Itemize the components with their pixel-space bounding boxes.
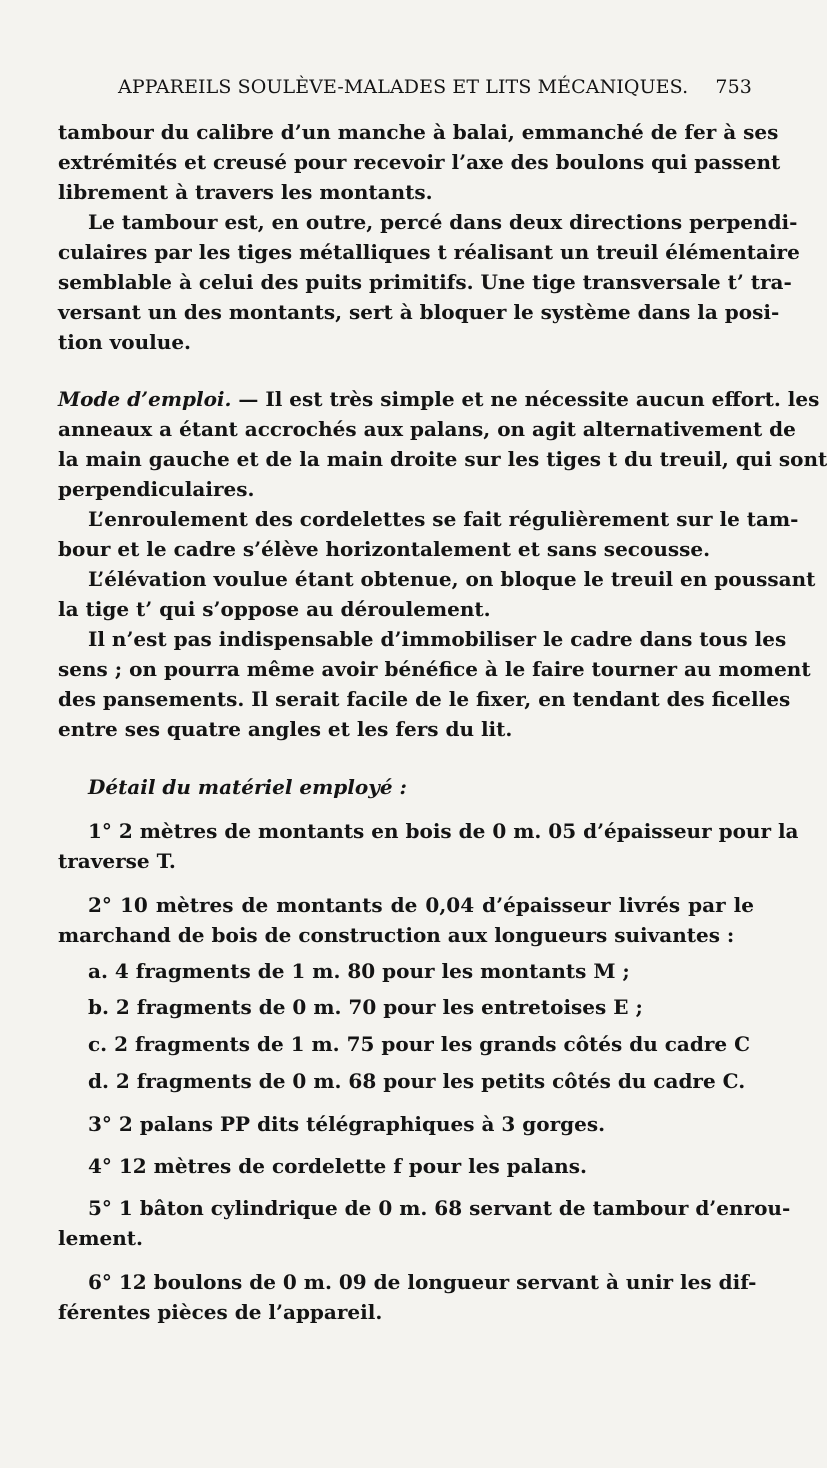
text-line: Le tambour est, en outre, percé dans deux directions perpendi- [88, 210, 798, 234]
text-line: librement à travers les montants. [58, 180, 433, 204]
text-line: L’élévation voulue étant obtenue, on bloque le treuil en poussant [88, 567, 816, 591]
sub-item: b. 2 fragments de 0 m. 70 pour les entretoises E ; [88, 995, 643, 1019]
text-line: bour et le cadre s’élève horizontalement et sans secousse. [58, 537, 711, 561]
list-item: 2° 10 mètres de montants de 0,04 d’épaisseur livrés par le [88, 893, 754, 917]
text-line: anneaux a étant accrochés aux palans, on agit alternativement de [58, 417, 796, 441]
sub-item: d. 2 fragments de 0 m. 68 pour les petits côtés du cadre C. [88, 1069, 746, 1093]
text-line: entre ses quatre angles et les fers du lit. [58, 717, 513, 741]
list-item-cont: lement. [58, 1226, 143, 1250]
text-line: culaires par les tiges métalliques t réalisant un treuil élémentaire [58, 240, 800, 264]
list-item-cont: marchand de bois de construction aux longueurs suivantes : [58, 923, 735, 947]
text-run: — Il est très simple et ne nécessite aucun effort. les [231, 387, 820, 411]
text-line: tambour du calibre d’un manche à balai, emmanché de fer à ses [58, 120, 779, 144]
text-line: la tige t’ qui s’oppose au déroulement. [58, 597, 491, 621]
list-item-cont: férentes pièces de l’appareil. [58, 1300, 383, 1324]
list-item: 6° 12 boulons de 0 m. 09 de longueur servant à unir les dif- [88, 1270, 757, 1294]
list-item-cont: traverse T. [58, 849, 176, 873]
running-title: APPAREILS SOULÈVE-MALADES ET LITS MÉCANIQUES. [118, 76, 689, 98]
text-line: L’enroulement des cordelettes se fait régulièrement sur le tam- [88, 507, 799, 531]
text-line: semblable à celui des puits primitifs. Une tige transversale t’ tra- [58, 270, 792, 294]
text-line: des pansements. Il serait facile de le fixer, en tendant des ficelles [58, 687, 791, 711]
text-line: perpendiculaires. [58, 477, 255, 501]
page-number: 753 [715, 76, 752, 98]
list-item: 1° 2 mètres de montants en bois de 0 m. 05 d’épaisseur pour la [88, 819, 799, 843]
running-header [118, 76, 752, 106]
text-line: versant un des montants, sert à bloquer le système dans la posi- [58, 300, 780, 324]
text-line: Il n’est pas indispensable d’immobiliser le cadre dans tous les [88, 627, 787, 651]
list-item: 3° 2 palans PP dits télégraphiques à 3 gorges. [88, 1112, 606, 1136]
sub-item: a. 4 fragments de 1 m. 80 pour les montants M ; [88, 959, 630, 983]
section-heading-mode-emploi: Mode d’emploi. [58, 387, 232, 411]
text-line: sens ; on pourra même avoir bénéfice à le faire tourner au moment [58, 657, 811, 681]
text-line [58, 385, 820, 413]
sub-item: c. 2 fragments de 1 m. 75 pour les grands côtés du cadre C [88, 1032, 750, 1056]
list-item: 4° 12 mètres de cordelette f pour les palans. [88, 1154, 587, 1178]
text-line: la main gauche et de la main droite sur les tiges t du treuil, qui sont [58, 447, 827, 471]
text-line: extrémités et creusé pour recevoir l’axe des boulons qui passent [58, 150, 781, 174]
text-line: tion voulue. [58, 330, 192, 354]
section-heading-detail: Détail du matériel employé : [88, 775, 407, 799]
list-item: 5° 1 bâton cylindrique de 0 m. 68 servant de tambour d’enrou- [88, 1196, 791, 1220]
